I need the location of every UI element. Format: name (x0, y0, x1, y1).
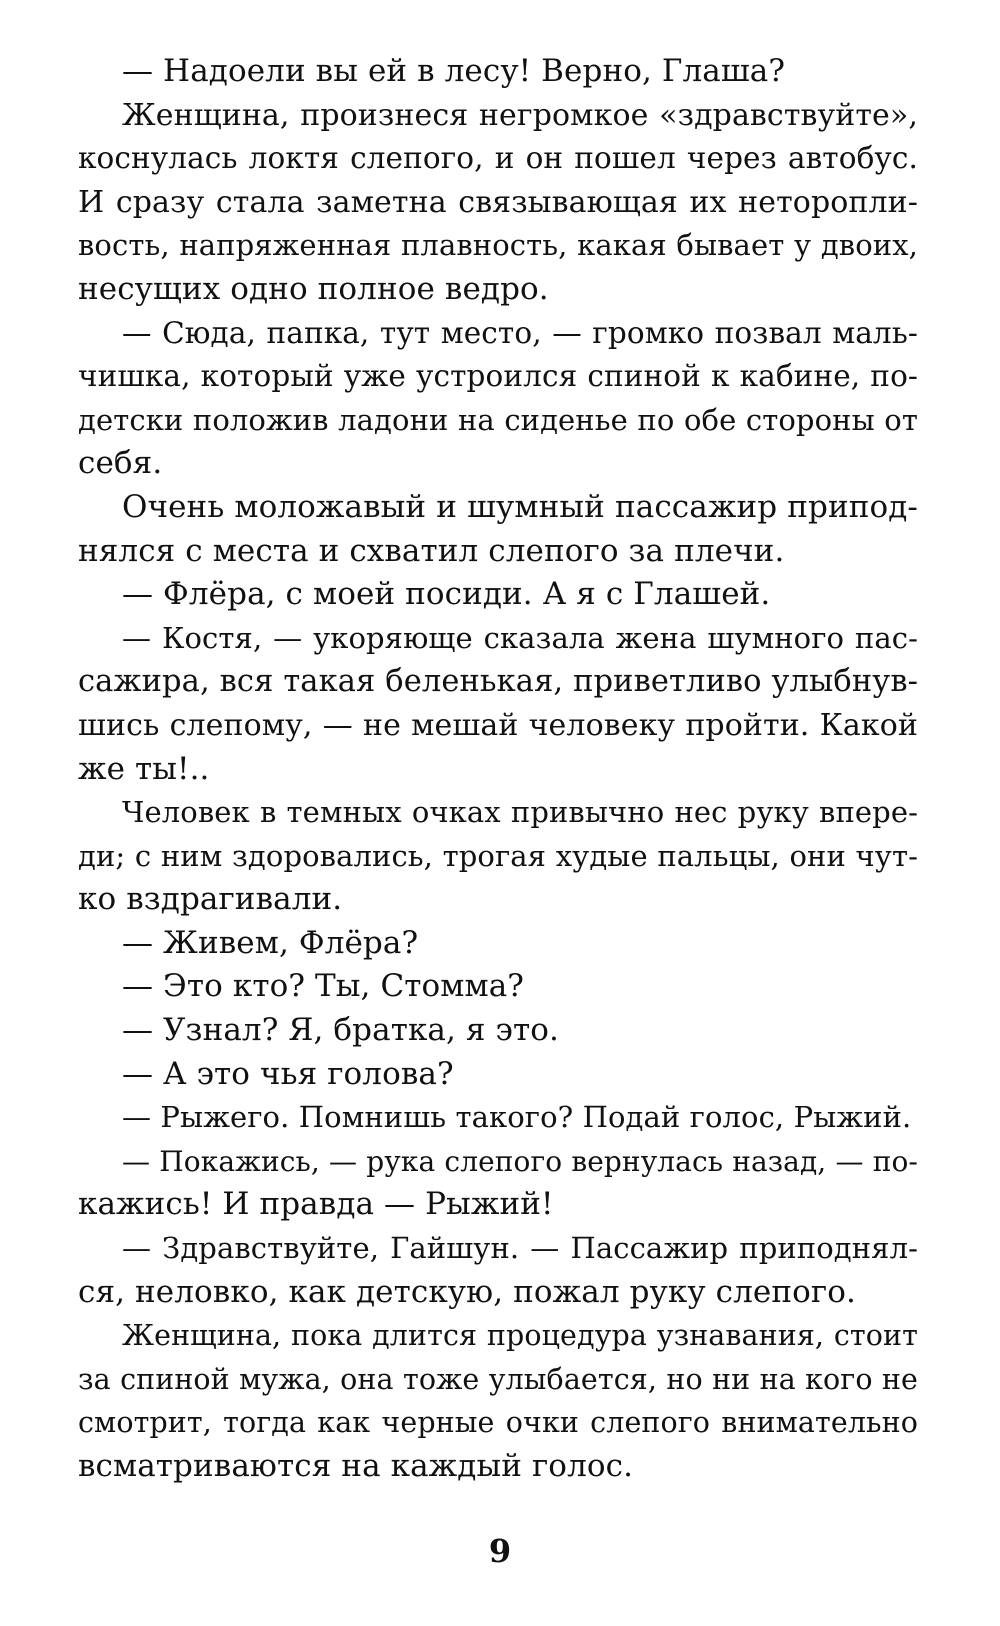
text-line: же ты!.. (78, 750, 210, 787)
text-line: — Здравствуйте, Гайшун. — Пассажир приподнял- (122, 1231, 918, 1266)
text-line: вость, напряженная плавность, какая бывает у двоих, (78, 228, 918, 263)
text-line: ко вздрагивали. (78, 881, 343, 918)
page-number: 9 (488, 1532, 512, 1570)
text-line: Человек в темных очках привычно нес руку впере- (122, 795, 918, 830)
text-line: — Сюда, папка, тут место, — громко позвал маль- (122, 315, 918, 350)
body-text (78, 50, 918, 1489)
text-line: за спиной мужа, она тоже улыбается, но ни на кого не (78, 1362, 918, 1396)
text-line: чишка, который уже устроился спиной к кабине, по- (78, 359, 918, 394)
text-line: — А это чья голова? (122, 1055, 454, 1092)
text-line: ди; с ним здоровались, трогая худые пальцы, они чут- (78, 838, 918, 873)
text-line: — Узнал? Я, братка, я это. (122, 1012, 559, 1049)
text-line: — Рыжего. Помнишь такого? Подай голос, Рыжий. (122, 1100, 912, 1135)
text-line: коснулась локтя слепого, и он пошел через автобус. (78, 141, 918, 176)
text-line: себя. (78, 445, 163, 482)
text-line: — Костя, — укоряюще сказала жена шумного пас- (122, 620, 918, 655)
text-line: — Флёра, с моей посиди. А я с Глашей. (122, 576, 771, 613)
text-line: Женщина, пока длится процедура узнавания, стоит (122, 1319, 918, 1353)
text-line: — Это кто? Ты, Стомма? (122, 968, 525, 1005)
text-line: всматриваются на каждый голос. (78, 1448, 634, 1484)
text-line: — Надоели вы ей в лесу! Верно, Глаша? (122, 53, 786, 89)
text-line: смотрит, тогда как черные очки слепого внимательно (78, 1406, 918, 1440)
text-line: И сразу стала заметна связывающая их неторопли- (78, 184, 918, 220)
text-line: Женщина, произнеся негромкое «здравствуйте», (122, 97, 918, 133)
text-line: детски положив ладони на сиденье по обе стороны от (78, 402, 918, 437)
text-line: Очень моложавый и шумный пассажир припод- (122, 488, 918, 525)
text-line: — Покажись, — рука слепого вернулась назад, — по- (122, 1144, 918, 1178)
text-line: нялся с места и схватил слепого за плечи. (78, 532, 785, 569)
text-line: шись слепому, — не мешай человеку пройти. Какой (78, 707, 918, 743)
text-line: несущих одно полное ведро. (78, 270, 549, 307)
text-line: кажись! И правда — Рыжий! (78, 1186, 554, 1223)
text-line: — Живем, Флёра? (122, 924, 419, 961)
text-line: сажира, вся такая беленькая, приветливо улыбнув- (78, 664, 918, 700)
text-line: ся, неловко, как детскую, пожал руку слепого. (78, 1273, 856, 1310)
